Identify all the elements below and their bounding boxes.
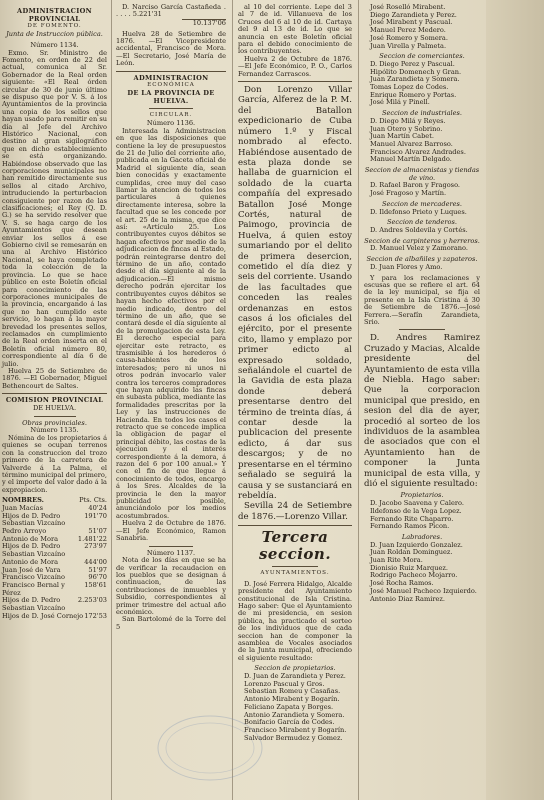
owner-amount: 191'70 bbox=[84, 511, 107, 520]
article-body: Exmo. Sr. Ministro de Fomento, en orden de 22 del actual, comunica al Sr. Gobernador de la Real orden siguiente: «El Real órden circular de 30 de junio último se dispuso que por V. S. á los Ayuntamientos de la provincia una copia de los sellos que hayan usado para remitir en su día al Jefe del Archivo Histórico Nacional, con destino al gran sigilográfico que en dicho establecimiento se está organizando. Habiéndose observado que las corporaciones municipales no han remitido directamente sus sellos al citado Archivo, intruduciendo la perturbacion consiguiente por razon de las clasificaciones; el Rey (Q. D. G.) se ha servido resolver que V. S. se haga cargo de los Ayuntamientos que desean enviar los sellos á ese Gobierno civil se remesarán en una al Archivo Histórico Nacional, se haya completado toda la colección de la provincia. Lo que se hace público en este Boletín oficial para conocimiento de las corporaciones municipales de la provincia, encargando á las que no han cumplido este servicio, lo hagan á la mayor brevedad los presentes sellos, reclamados en cumplimiento de la Real orden inserta en el Boletín oficial número 80, correspondiente al día 6 de julio. bbox=[2, 48, 107, 368]
list-item: D. Manuel Velez y Zamorano. bbox=[370, 244, 469, 253]
list-item: Antonio Diaz Ramirez. bbox=[370, 594, 445, 603]
owner-name: Francisco Bernal y Pérez bbox=[2, 581, 65, 597]
column-header-names: NOMBRES. bbox=[2, 496, 44, 505]
section-subheader: AYUNTAMIENTOS. bbox=[260, 570, 330, 577]
column-rule bbox=[232, 0, 233, 800]
section-title: Junta de Instruccion pública. bbox=[6, 30, 103, 39]
list-item: Enrique Romero y Portas. bbox=[370, 90, 457, 99]
list-item: Juan Zarandieta y Somera. bbox=[370, 75, 460, 84]
edict-body: D. Andres Ramirez Cruzado y Macias, Alcalde presidente del Ayuntamiento de esta villa de Niebla. Hago saber: Que la corporacion municipal que presido, en sesion del dia de ayer, procedió al sorteo de los individuos de la asamblea de asociados que con el Ayuntamiento han de componer la Junta municipal de esta villa, y dió el siguiente resultado: bbox=[364, 333, 480, 490]
owner-name: Hijos de D. José Cornejo bbox=[2, 611, 84, 620]
owners-table bbox=[2, 505, 107, 621]
names-list bbox=[364, 542, 480, 604]
table-row bbox=[2, 613, 107, 621]
owner-amount: 273'97 bbox=[84, 542, 107, 551]
list-item: José Fragoso y Martín. bbox=[370, 189, 447, 198]
owner-amount: 158'61 bbox=[84, 581, 107, 589]
article-number: Número 1137. bbox=[146, 548, 196, 557]
table-total: 10.137'06 bbox=[182, 19, 226, 28]
list-item: Lorenzo Pascual y Gros. bbox=[244, 679, 325, 688]
list-item: Manuel Martín Delgado. bbox=[370, 155, 452, 164]
article-body: San Bartolomé de la Torre del 5 bbox=[116, 615, 226, 631]
names-list bbox=[364, 61, 480, 107]
article-body: Y para los reclamaciones y escusas que se refiere el art. 64 de la ley municipal, se fija el presente en la Isla Cristina á 30 de Setiembre de 1876.—José Ferrera.—Serafín Zarandieta, Srio. bbox=[364, 273, 480, 326]
list-item: José Romero y Somera. bbox=[370, 33, 448, 42]
list-item: D. Diego Milá y Reyes. bbox=[370, 116, 446, 125]
list-item: Antonio Mirabent y Bogarín. bbox=[244, 695, 340, 704]
owner-name: Hijos de D. Pedro Sebastian Vizcaíno bbox=[2, 511, 66, 528]
table-row bbox=[2, 582, 107, 597]
list-item: Juan Virella y Palmeta. bbox=[370, 41, 447, 50]
list-item: Francisco Alvarez Andrades. bbox=[370, 147, 466, 156]
list-item: José Rocha Ramos. bbox=[370, 579, 434, 588]
section-header-2: DE LA PROVINCIA DE HUELVA. bbox=[127, 88, 215, 105]
list-item: Dionisio Ruiz Marquez. bbox=[370, 563, 448, 572]
section-title: Seccion de industriales. bbox=[382, 109, 462, 118]
owner-name: Juan Macías bbox=[2, 503, 43, 512]
owner-name: Antonio de Mora bbox=[2, 534, 59, 543]
owner-name: Hijos de D. Pedro Sebastian Vizcaíno bbox=[2, 596, 66, 613]
section-header: ADMINISTRACION bbox=[133, 73, 209, 82]
list-item: José Mirabent y Pascual. bbox=[370, 18, 453, 27]
owner-name: Pedro Arroyo bbox=[2, 527, 47, 536]
list-item: Salvador Bermudez y Gomez. bbox=[244, 733, 343, 742]
column-4 bbox=[360, 0, 484, 800]
owner-name: Antonio de Mora bbox=[2, 557, 59, 566]
edict-footer: Sevilla 24 de Setiembre de 1876.—Lorenzo Villar. bbox=[238, 501, 352, 522]
list-item: Francisco Mirabent y Bogarín. bbox=[244, 725, 347, 734]
article-footer: Huelva 28 de Setiembre de 1876. —El Vicepresidente accidental, Francisco de Mora.—El Secretario, José María de León. bbox=[116, 29, 226, 68]
list-item: Bonifacio García de Codes. bbox=[244, 718, 335, 727]
list-item: Hipólito Domenech y Gran. bbox=[370, 67, 462, 76]
names-list bbox=[364, 209, 480, 217]
edict-body: Don Lorenzo Villar García, Alferez de la P. M. del Batallon expedicionario de Cuba número 1.º y Fiscal nombrado al efecto. Habiéndose ausentado de esta plaza donde se hallaba de guarnicion el soldado de la cuarta compañía del expresado Batallon José Monge Cortés, natural de Paimogo, provincia de Huelva, á quien estoy sumariando por el delito de primera desercion, cometido el día diez y seis del corriente. Usando de las facultades que conceden las reales ordenanzas en estos casos á los oficiales del ejército, por el presente cito, llamo y emplazo por primer edicto al expresado soldado, señalándole el cuartel de la Gavidia de esta plaza donde deberá presentarse dentro del término de treinta días, á contar desde la publicacion del presente edicto, á dar sus descargos; y de no presentarse en el término señalado se seguirá la causa y se sustanciará en rebeldía. bbox=[238, 85, 353, 501]
list-item: Fernando Rite Chaparro. bbox=[370, 514, 454, 523]
owner-amount: 2.253'03 bbox=[77, 596, 107, 605]
article-footer: Huelva 2 de Octubre de 1876. —El Jefe Económico, Ramon Sanabria. bbox=[116, 519, 226, 543]
list-item: José Roselló Mirabent. bbox=[370, 3, 446, 11]
section-title: Seccion de tenderos. bbox=[387, 218, 457, 227]
list-item: Rodrigo Pacheco Mojarro. bbox=[370, 571, 458, 580]
list-item: D. Juan Izquierdo Gonzalez. bbox=[370, 540, 463, 549]
table-row bbox=[2, 543, 107, 558]
section-subheader: DE HUELVA. bbox=[32, 403, 77, 412]
article-footer: Huelva 25 de Setiembre de 1876. —El Gobernador, Miguel Bethencourt de Saltes. bbox=[2, 366, 107, 390]
list-item: José Milá y Pinell. bbox=[370, 98, 430, 107]
list-item: Juan Martín Cabet. bbox=[370, 132, 434, 141]
column-1 bbox=[0, 0, 110, 800]
list-item: D. Ildefonso Prieto y Luques. bbox=[370, 207, 467, 216]
list-item: Juan Rite Mora. bbox=[370, 556, 423, 565]
list-item: José Manuel Pacheco Izquierdo. bbox=[370, 586, 477, 595]
article-body: al 10 del corriente. Lepe del 3 al 7 de id. Villanueva de los Cruces del 6 al 10 de id. Cartaya del 9 al 13 de id. Lo que se anuncia en este Boletín oficial para el debido conocimiento de los contribuyentes. bbox=[238, 3, 352, 56]
section-subheader: ECONÓMICA bbox=[147, 82, 195, 89]
article-body: D. José Ferrera Hidalgo, Alcalde presidente del Ayuntamiento constitucional de Isla Cristina. Hago saber: Que el Ayuntamiento de mi presidencia, en sesion pública, ha practicado el sorteo de los individuos que de cada seccion han de componer la asamblea de Vocales asociados de la Junta municipal, ofreciendo el siguiente resultado: bbox=[238, 579, 352, 662]
names-list bbox=[364, 182, 480, 197]
owner-name: Hijos de D. Pedro Sebastian Vizcaíno bbox=[2, 542, 66, 559]
list-item: D. Diego Perez y Pascual. bbox=[370, 59, 455, 68]
list-item: D. Jacobo Saavena y Calero. bbox=[370, 499, 464, 508]
list-item: D. Andres Soldevila y Cortés. bbox=[370, 225, 468, 234]
list-item: Juan Otero y Sobrino. bbox=[370, 124, 443, 133]
names-list bbox=[364, 500, 480, 531]
article-body: Nota de los días en que se ha de verificar la recaudacion en los pueblos que se designan á continuacion, de las contribuciones de inmuebles y Subsidio, correspondientes al primer trimestre del actual año económico. bbox=[116, 556, 226, 617]
article-footer: Huelva 2 de Octubre de 1876. —El Jefe Económico, P. O., Carlos Fernandez Carrascos. bbox=[238, 54, 352, 78]
section-title: Seccion de propietarios. bbox=[254, 664, 336, 673]
section-title: Seccion de carpinteros y herreros. bbox=[364, 236, 480, 245]
table-row bbox=[2, 597, 107, 612]
table-row bbox=[2, 513, 107, 528]
list-item: Sebastian Romeu y Casañas. bbox=[244, 687, 341, 696]
list-item: D. Juan Flores y Amo. bbox=[370, 262, 443, 271]
page-margin bbox=[486, 0, 544, 800]
names-list bbox=[364, 264, 480, 272]
circular-label: CIRCULAR. bbox=[149, 112, 193, 119]
list-item: Manuel Alvarez Barroso. bbox=[370, 139, 453, 148]
section-title: Labradores. bbox=[401, 532, 443, 541]
names-list bbox=[364, 227, 480, 235]
section-header: COMISION PROVINCIAL bbox=[5, 396, 104, 405]
owner-amount: 444'00 bbox=[84, 557, 107, 566]
list-item: D. Juan de Zarandieta y Perez. bbox=[244, 672, 346, 680]
column-rule bbox=[358, 0, 359, 800]
list-item: Feliciano Zapata y Borges. bbox=[244, 702, 334, 711]
section-title: Seccion de albañiles y zapateros. bbox=[366, 255, 478, 264]
owner-amount: 51'07 bbox=[88, 527, 107, 536]
names-list bbox=[364, 118, 480, 164]
owner-name: Juan José de Vara bbox=[2, 565, 61, 574]
owner-amount: 40'24 bbox=[88, 503, 107, 512]
list-item: Ildefonso de la Vega Lopez. bbox=[370, 506, 462, 515]
article-number: Número 1135. bbox=[30, 426, 79, 435]
section-header: ADMINISTRACION PROVINCIAL bbox=[17, 7, 92, 23]
column-2 bbox=[112, 0, 230, 800]
names-list bbox=[364, 4, 480, 50]
section-title: Seccion de comerciantes. bbox=[379, 52, 465, 61]
article-number: Número 1134. bbox=[30, 40, 79, 49]
section-title: Seccion de mercaderes. bbox=[381, 199, 463, 208]
article-body: Nómina de los propietarios á quienes se ocupan terrenos con la construccion del trozo primero de la carretera de Valverde á La Palma, el término municipal del primero, y el importe del valor dado á la expropiacion. bbox=[2, 434, 107, 494]
names-list bbox=[364, 245, 480, 253]
column-3 bbox=[234, 0, 356, 800]
list-item: Manuel Perez Medero. bbox=[370, 26, 446, 35]
section-title: Seccion de almacenistas y tiendas de vino. bbox=[364, 166, 480, 182]
list-item: D. Rafael Baron y Fragoso. bbox=[370, 181, 461, 190]
column-header-values: Pts. Cts. bbox=[79, 496, 107, 505]
owner-amount: 172'53 bbox=[84, 611, 107, 620]
list-item: Tomas Lopez de Codes. bbox=[370, 83, 449, 92]
list-item: Juan Roldan Dominguez. bbox=[370, 548, 453, 557]
owner-amount: 51'97 bbox=[88, 565, 107, 574]
section-title-tercera: Tercera seccion. bbox=[258, 528, 332, 564]
list-item: Diego Zarandieta y Perez. bbox=[370, 10, 457, 19]
table-line: D. Narciso García Castañeda . . . . . 5.221'31 bbox=[116, 3, 226, 19]
article-number: Número 1136. bbox=[146, 119, 196, 128]
owner-amount: 96'70 bbox=[88, 573, 107, 582]
names-list bbox=[238, 673, 352, 742]
section-title: Obras provinciales. bbox=[22, 418, 87, 427]
section-title: Propietarios. bbox=[400, 491, 444, 500]
article-body: Interesada la Administracion en que las disposiciones que contiene la ley de presupuestos de 21 de Julio del corriente año, publicada en la Gaceta oficial de Madrid el siguiente día, sean bien conocidas y exactamente cumplidas, cree muy del caso llamar la atencion de todos los particulares á quienes directamente interesa, sobre la facultad que se les concede por el art. 25 de la misma, que dice así: «Artículo 25. Los contribuyentes cuyos débitos se hagan efectivos por medio de la adjudicacion de fincas al Estado, podrán reintegrarse dentro del término de un año, contado desde el día siguiente al de la adjudicacion.—El mismo derecho podrán ejercitar los contribuyentes cuyos débitos se hayan hecho efectivos por el medio indicado, dentro del término de un año, que se contará desde el día siguiente al de la promulgacion de esta Ley. El derecho especial para ejercitar este retracto, es trasmisible á los herederos ó causa-habientes de los interesados; pero ni unos ni otros podrán invocarlo valer contra los terceros compradores que hayan adquirido las fincas en subasta pública, mediante las formalidades prescritas por la Ley y las instrucciones de Hacienda. En todos los casos el retracto que se concede implica la obligacion de pagar el principal débito, las costas de la ejecucion y el interés correspondiente á la demora, á razon del 6 por 100 anual.» Y con el fin de que llegue á conocimiento de todos, encargo á los Sres. Alcaldes de la provincia le den la mayor publicidad posible, anunciándolo por los medios acostumbrados. bbox=[116, 126, 226, 520]
section-subheader: DE FOMENTO. bbox=[27, 23, 82, 30]
list-item: Antonio Zarandieta y Somera. bbox=[244, 710, 345, 719]
owner-name: Francisco Vizcaíno bbox=[2, 573, 66, 582]
list-item: Fernando Ramos Picon. bbox=[370, 522, 450, 531]
owner-amount: 1.481'22 bbox=[77, 534, 107, 543]
